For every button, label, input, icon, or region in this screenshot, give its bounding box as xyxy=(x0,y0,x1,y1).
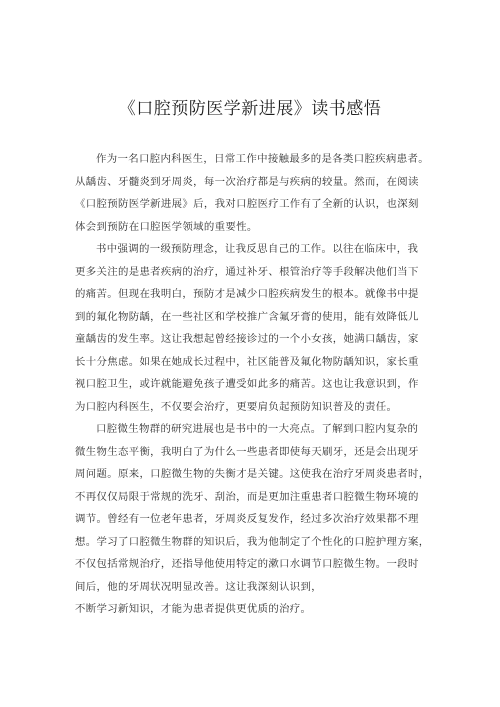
body-line: 想。学习了口腔微生物群的知识后，我为他制定了个性化的口腔护理方案， xyxy=(75,535,430,548)
body-line: 体会到预防在口腔医学领域的重要性。 xyxy=(75,220,258,233)
body-line: 书中强调的一级预防理念，让我反思自己的工作。以往在临床中，我 xyxy=(96,243,419,255)
body-line: 不断学习新知识，才能为患者提供更优质的治疗。 xyxy=(75,603,312,615)
body-line: 不再仅仅局限于常规的洗牙、刮治，而是更加注重患者口腔微生物环境的 xyxy=(75,490,419,503)
body-line: 周问题。原来，口腔微生物的失衡才是关键。这使我在治疗牙周炎患者时， xyxy=(75,468,430,480)
body-line: 微生物生态平衡，我明白了为什么一些患者即使每天刷牙，还是会出现牙 xyxy=(75,445,419,458)
body-line: 调节。曾经有一位老年患者，牙周炎反复发作，经过多次治疗效果都不理 xyxy=(75,513,419,525)
body-line: 的痛苦。但现在我明白，预防才是减少口腔疾病发生的根本。就像书中提 xyxy=(75,288,419,300)
body-line: 口腔微生物群的研究进展也是书中的一大亮点。了解到口腔内复杂的 xyxy=(96,423,419,435)
body-line: 为口腔内科医生，不仅要会治疗，更要肩负起预防知识普及的责任。 xyxy=(75,400,398,413)
body-line: 作为一名口腔内科医生，日常工作中接触最多的是各类口腔疾病患者。 xyxy=(96,153,429,165)
body-line: 视口腔卫生，或许就能避免孩子遭受如此多的痛苦。这也让我意识到，作 xyxy=(75,378,419,390)
body-line: 从龋齿、牙髓炎到牙周炎，每一次治疗都是与疾病的较量。然而，在阅读 xyxy=(75,175,419,188)
body-line: 童龋齿的发生率。这让我想起曾经接诊过的一个小女孩，她满口龋齿，家 xyxy=(75,333,419,345)
document-title: 《口腔预防医学新进展》读书感悟 xyxy=(118,99,382,119)
body-line: 不仅包括常规治疗，还指导他使用特定的漱口水调节口腔微生物。一段时 xyxy=(75,558,419,570)
body-line: 到的氟化物防龋，在一些社区和学校推广含氟牙膏的使用，能有效降低儿 xyxy=(75,310,419,323)
body-line: 更多关注的是患者疾病的治疗，通过补牙、根管治疗等手段解决他们当下 xyxy=(75,265,419,278)
body-line: 《口腔预防医学新进展》后，我对口腔医疗工作有了全新的认识，也深刻 xyxy=(75,198,419,210)
body-line: 间后，他的牙周状况明显改善。这让我深刻认识到， xyxy=(75,580,323,593)
document-body xyxy=(75,148,440,621)
body-line: 长十分焦虑。如果在她成长过程中，社区能普及氟化物防龋知识，家长重 xyxy=(75,355,419,368)
